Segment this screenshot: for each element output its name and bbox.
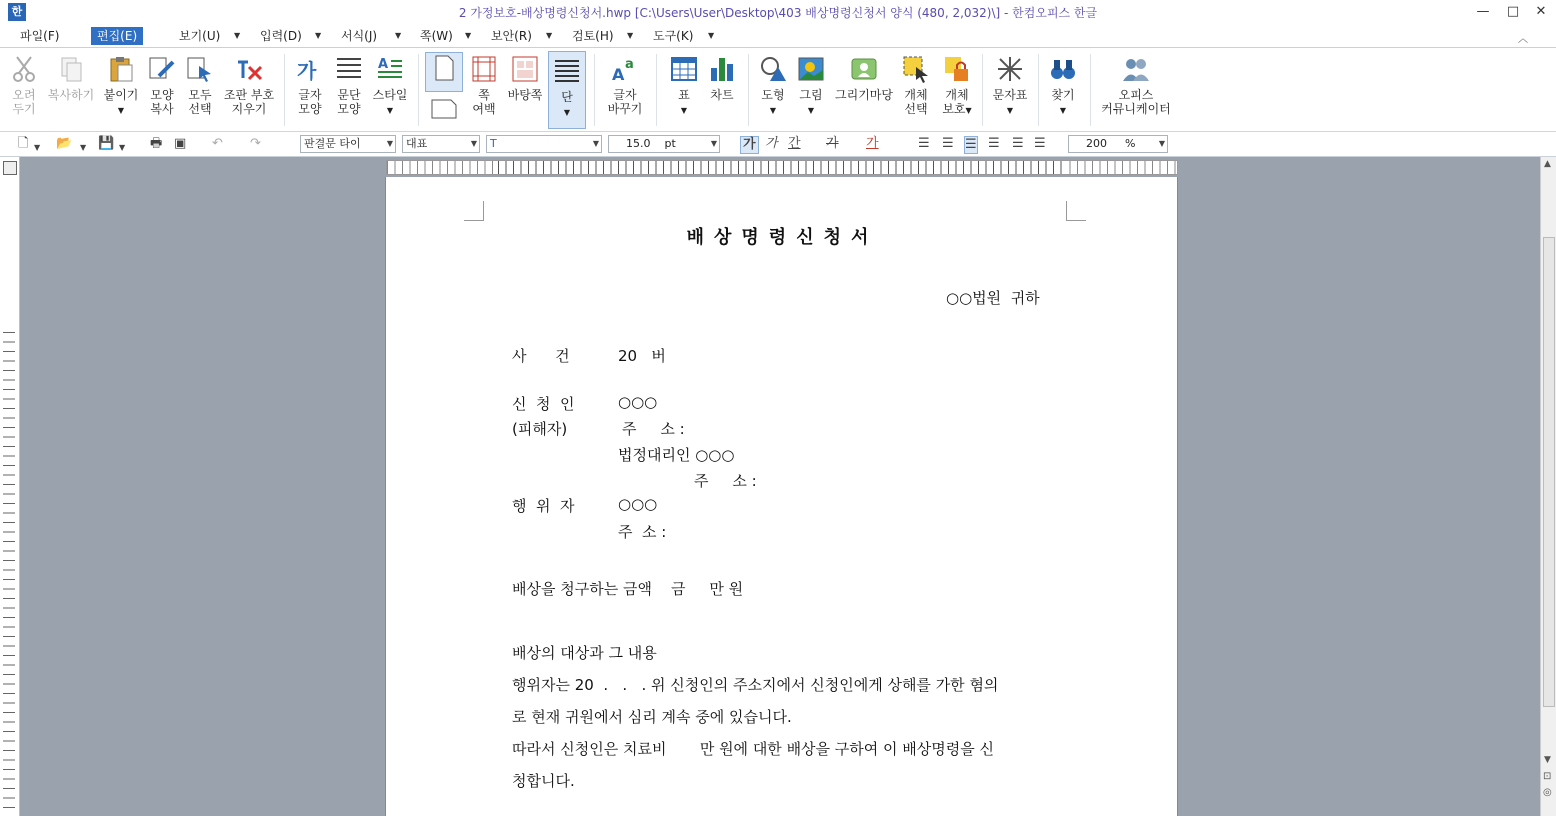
ribbon-separator (748, 54, 749, 126)
select-all-label: 모두 선택 (188, 88, 212, 116)
chevron-down-icon: ▼ (680, 106, 688, 115)
case-label[interactable]: 사 건 (512, 347, 570, 365)
document-page[interactable] (385, 177, 1178, 816)
columns-icon (552, 56, 582, 86)
copy-label: 복사하기 (47, 88, 95, 102)
clipboard-icon (106, 54, 136, 84)
svg-text:a: a (625, 57, 634, 72)
page-landscape-button[interactable] (427, 96, 461, 125)
print-preview-icon[interactable]: ▣ (174, 136, 187, 151)
minimize-button[interactable]: — (1476, 4, 1490, 19)
svg-text:A: A (612, 65, 625, 84)
body-line[interactable]: 따라서 신청인은 치료비 만 원에 대한 배상을 구하여 이 배상명령을 신 (512, 740, 995, 758)
menu-security[interactable]: 보안(R) (491, 29, 532, 43)
select-all-button[interactable] (182, 54, 218, 116)
vertical-ruler-scale (3, 332, 15, 816)
court-addressee[interactable]: ○○법원 귀하 (946, 289, 1040, 307)
shape-icon (758, 54, 788, 84)
bold-icon[interactable]: 가 (740, 136, 759, 154)
cut-label: 오려 두기 (12, 88, 36, 116)
page-margin-icon (469, 54, 499, 84)
symbol-label: 문자표 (992, 88, 1028, 102)
chevron-down-icon: ▼ (386, 106, 394, 115)
shape-button[interactable] (755, 54, 791, 118)
strikethrough-icon[interactable]: 가 (826, 136, 839, 151)
chevron-down-icon: ▼ (1006, 106, 1014, 115)
chevron-down-icon: ▼ (117, 106, 125, 115)
lock-icon (942, 54, 972, 84)
offender-label[interactable]: 행 위 자 (512, 497, 575, 515)
menu-view[interactable]: 보기(U) (179, 29, 221, 43)
close-button[interactable]: ✕ (1535, 4, 1547, 19)
zoom-unit: % (1125, 137, 1136, 150)
chevron-down-icon[interactable]: ▼ (395, 31, 402, 40)
drawing-gallery-button[interactable] (832, 54, 896, 102)
menu-format[interactable]: 서식(J) (341, 29, 378, 43)
menu-review[interactable]: 검토(H) (572, 29, 614, 43)
chevron-down-icon[interactable]: ▼ (315, 31, 322, 40)
hwp-app-icon[interactable]: 한 (8, 3, 26, 21)
vertical-scrollbar[interactable] (1540, 157, 1556, 816)
table-button[interactable] (666, 54, 702, 118)
align-justify-icon[interactable]: ☰ (918, 136, 930, 151)
font-color-icon[interactable]: 가 (866, 136, 879, 151)
chevron-down-icon[interactable]: ▼ (119, 143, 126, 152)
paste-label: 붙이기 (103, 88, 139, 102)
symbol-button[interactable] (988, 54, 1032, 118)
offender-name[interactable]: ○○○ (618, 495, 658, 513)
symbol-icon (995, 54, 1025, 84)
char-change-button[interactable] (602, 54, 648, 116)
claim-subject-heading[interactable]: 배상의 대상과 그 내용 (512, 644, 657, 662)
font-group-select[interactable] (402, 135, 480, 153)
chevron-down-icon: ▼ (592, 139, 599, 148)
char-shape-button[interactable] (292, 54, 328, 116)
background-page-icon (510, 54, 540, 84)
para-shape-label: 문단 모양 (337, 88, 361, 116)
chevron-down-icon: ▼ (710, 139, 717, 148)
maximize-button[interactable]: □ (1506, 4, 1520, 19)
chart-label: 차트 (710, 88, 734, 102)
ribbon-separator (982, 54, 983, 126)
claim-amount[interactable]: 배상을 청구하는 금액 금 만 원 (512, 580, 744, 598)
style-select-value: 판결문 타이 (304, 137, 361, 150)
office-communicator-label: 오피스 커뮤니케이터 (1101, 88, 1171, 116)
document-title[interactable]: 배상명령신청서 (686, 227, 879, 248)
ribbon-toolbar (0, 48, 1556, 132)
ribbon-separator (656, 54, 657, 126)
object-select-button[interactable] (898, 54, 934, 116)
people-icon (1121, 54, 1151, 84)
font-size-unit: pt (664, 137, 676, 150)
char-change-label: 글자 바꾸기 (607, 88, 643, 116)
align-center-icon[interactable]: ☰ (965, 137, 977, 152)
svg-text:A: A (378, 57, 389, 72)
picture-label: 그림 (799, 88, 823, 102)
chevron-down-icon[interactable]: ▼ (153, 31, 160, 40)
body-line[interactable]: 청합니다. (512, 772, 575, 790)
menu-edit[interactable]: 편집(E) (91, 27, 143, 45)
table-label: 표 (678, 88, 690, 102)
align-distribute-icon[interactable]: ☰ (1012, 136, 1024, 151)
object-select-icon (901, 54, 931, 84)
para-shape-button[interactable] (331, 54, 367, 116)
ribbon-separator (284, 54, 285, 126)
applicant-address[interactable]: 주 소 : (622, 420, 685, 438)
offender-address[interactable]: 주 소 : (618, 523, 667, 541)
object-protect-label: 개체 보호 (942, 88, 969, 116)
menu-tools[interactable]: 도구(K) (653, 29, 694, 43)
save-icon[interactable]: 💾 (98, 136, 115, 151)
scroll-down-icon[interactable]: ▼ (1544, 755, 1551, 765)
align-left-icon[interactable]: ☰ (942, 136, 954, 151)
redo-icon[interactable]: ↷ (250, 136, 261, 151)
undo-icon[interactable]: ↶ (212, 136, 223, 151)
victim-label[interactable]: (피해자) (512, 420, 568, 438)
clear-marks-button[interactable] (220, 54, 278, 116)
page-margin-button[interactable] (466, 54, 502, 116)
chevron-down-icon: ▼ (470, 139, 477, 148)
char-change-icon (610, 54, 640, 84)
picture-button[interactable] (793, 54, 829, 118)
scroll-up-icon[interactable]: ▲ (1544, 159, 1551, 169)
style-button[interactable] (370, 54, 410, 118)
find-label: 찾기 (1051, 88, 1075, 102)
chevron-down-icon: ▼ (965, 106, 972, 115)
open-folder-icon[interactable]: 📂 (56, 136, 73, 151)
office-communicator-button[interactable] (1096, 54, 1176, 116)
window-title: 2 가정보호-배상명령신청서.hwp [C:\Users\User\Desktop\403 배상명령신청서 양식 (480, 2,032)\] - 한컴오피스 한글 (458, 6, 1098, 20)
representative-address[interactable]: 주 소 : (694, 472, 757, 490)
svg-text:가: 가 (297, 59, 317, 83)
title-bar (0, 0, 1556, 24)
chevron-down-icon[interactable]: ▼ (80, 143, 87, 152)
page-orientation-button[interactable] (425, 52, 463, 92)
clear-format-icon (234, 54, 264, 84)
zoom-value: 200 (1086, 137, 1107, 150)
drawing-gallery-icon (849, 54, 879, 84)
page-corner-mark (1066, 201, 1086, 221)
chevron-down-icon[interactable]: ▼ (234, 31, 241, 40)
horizontal-ruler-text-area[interactable] (498, 161, 1066, 174)
background-page-label: 바탕쪽 (507, 88, 543, 102)
menu-file[interactable]: 파일(F) (20, 29, 60, 43)
picture-icon (796, 54, 826, 84)
legal-representative[interactable]: 법정대리인 ○○○ (618, 446, 735, 464)
chevron-down-icon[interactable]: ▼ (627, 31, 634, 40)
para-shape-icon (334, 54, 364, 84)
select-cursor-icon (185, 54, 215, 84)
style-icon (375, 54, 405, 84)
chevron-down-icon[interactable]: ▼ (546, 31, 553, 40)
paste-button[interactable] (100, 54, 142, 118)
align-right-icon[interactable]: ☰ (988, 136, 1000, 151)
chevron-down-icon: ▼ (1059, 106, 1067, 115)
chevron-down-icon: ▼ (807, 106, 815, 115)
format-brush-icon (147, 54, 177, 84)
format-toolbar (0, 132, 1556, 157)
page-portrait-icon (429, 53, 459, 83)
vertical-ruler[interactable] (0, 157, 20, 816)
background-page-button[interactable] (505, 54, 545, 102)
column-label: 단 (561, 90, 573, 104)
chevron-down-icon[interactable]: ▼ (465, 31, 472, 40)
find-button[interactable] (1044, 54, 1082, 118)
chevron-down-icon[interactable]: ▼ (34, 143, 41, 152)
prev-page-icon[interactable]: ⊡ (1543, 771, 1552, 782)
truetype-icon: T (490, 137, 497, 150)
page-corner-mark (464, 201, 484, 221)
ruler-toggle-button[interactable] (3, 161, 17, 175)
body-line[interactable]: 행위자는 20 . . . 위 신청인의 주소지에서 신청인에게 상해를 가한 혐의 (512, 676, 999, 694)
object-select-label: 개체 선택 (904, 88, 928, 116)
font-size-field[interactable] (608, 135, 720, 153)
table-icon (669, 54, 699, 84)
ribbon-separator (1090, 54, 1091, 126)
format-copy-button[interactable] (144, 54, 180, 116)
italic-icon[interactable]: 가 (765, 136, 778, 151)
chevron-down-icon: ▼ (1158, 139, 1165, 148)
align-divide-icon[interactable]: ☰ (1034, 136, 1046, 151)
page-landscape-icon (429, 96, 459, 122)
scrollbar-thumb[interactable] (1543, 237, 1555, 707)
case-value[interactable]: 20 버 (618, 347, 666, 365)
menu-page[interactable]: 쪽(W) (420, 29, 453, 43)
font-select[interactable] (486, 135, 602, 153)
applicant-label[interactable]: 신 청 인 (512, 395, 575, 413)
copy-button[interactable] (46, 54, 96, 102)
chevron-down-icon: ▼ (563, 108, 571, 117)
menu-insert[interactable]: 입력(D) (260, 29, 302, 43)
column-button[interactable] (548, 51, 586, 129)
clear-marks-label: 조판 부호 지우기 (223, 88, 275, 116)
bar-chart-icon (707, 54, 737, 84)
char-shape-icon (295, 54, 325, 84)
font-group-value: 대표 (406, 137, 428, 150)
chart-button[interactable] (704, 54, 740, 102)
page-nav-icon[interactable]: ◎ (1543, 787, 1552, 798)
ribbon-separator (1038, 54, 1039, 126)
format-copy-label: 모양 복사 (150, 88, 174, 116)
scissors-icon (9, 54, 39, 84)
new-document-icon[interactable]: 🗋 (18, 136, 29, 151)
binoculars-icon (1048, 54, 1078, 84)
applicant-name[interactable]: ○○○ (618, 393, 658, 411)
body-line[interactable]: 로 현재 귀원에서 심리 계속 중에 있습니다. (512, 708, 792, 726)
print-icon[interactable]: 🖶 (150, 136, 163, 151)
ribbon-separator (594, 54, 595, 126)
drawing-gallery-label: 그리기마당 (835, 88, 893, 102)
chevron-down-icon: ▼ (386, 139, 393, 148)
cut-button[interactable] (6, 54, 42, 116)
chevron-down-icon: ▼ (769, 106, 777, 115)
menu-bar (0, 24, 1556, 48)
font-size-value: 15.0 (626, 137, 651, 150)
shape-label: 도형 (761, 88, 785, 102)
chevron-down-icon[interactable]: ▼ (708, 31, 715, 40)
page-margin-label: 쪽 여백 (472, 88, 496, 116)
zoom-field[interactable] (1068, 135, 1168, 153)
underline-icon[interactable]: 간 (788, 136, 801, 151)
object-protect-button[interactable] (936, 54, 978, 118)
style-select[interactable] (300, 135, 396, 153)
ribbon-separator (418, 54, 419, 126)
copy-icon (56, 54, 86, 84)
collapse-ribbon-icon[interactable]: ︿ (1518, 34, 1528, 45)
style-label: 스타일 (372, 88, 408, 102)
char-shape-label: 글자 모양 (298, 88, 322, 116)
